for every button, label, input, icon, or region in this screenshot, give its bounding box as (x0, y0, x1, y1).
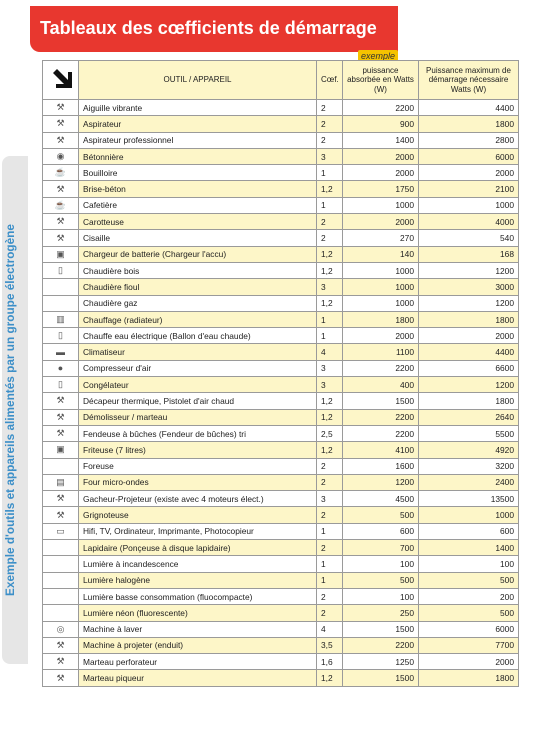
header-max: Puissance maximum de démarrage nécessaire Watts (W) (419, 61, 519, 100)
table-row (43, 132, 519, 148)
row-max: 4400 (419, 100, 519, 116)
table-row (43, 491, 519, 507)
row-absorbed: 100 (343, 556, 419, 572)
air-conditioner-icon: ▬ (43, 344, 79, 360)
row-name: Cafetière (79, 197, 317, 213)
row-max: 168 (419, 246, 519, 262)
row-absorbed: 1800 (343, 311, 419, 327)
radiator-icon: ▥ (43, 311, 79, 327)
icon-cell (43, 540, 79, 556)
row-absorbed: 2200 (343, 409, 419, 425)
row-coef: 2 (317, 605, 343, 621)
table-row (43, 100, 519, 116)
row-max: 4920 (419, 442, 519, 458)
table-row (43, 605, 519, 621)
table-row (43, 246, 519, 262)
row-name: Lumière halogène (79, 572, 317, 588)
icon-cell (43, 458, 79, 474)
row-coef: 1,2 (317, 409, 343, 425)
coefficient-table (42, 60, 519, 687)
row-coef: 1,6 (317, 654, 343, 670)
side-label: Exemple d'outils et appareils alimentés par un groupe électrogène (3, 224, 17, 596)
row-name: Marteau perforateur (79, 654, 317, 670)
spray-machine-icon: ⚒ (43, 637, 79, 653)
row-max: 2400 (419, 474, 519, 490)
breaker-icon: ⚒ (43, 181, 79, 197)
row-max: 1800 (419, 670, 519, 686)
row-coef: 1,2 (317, 262, 343, 278)
row-max: 13500 (419, 491, 519, 507)
table-row (43, 540, 519, 556)
table-row (43, 116, 519, 132)
nibbler-icon: ⚒ (43, 507, 79, 523)
row-coef: 1,2 (317, 246, 343, 262)
row-max: 2640 (419, 409, 519, 425)
row-absorbed: 2000 (343, 148, 419, 164)
row-coef: 1 (317, 556, 343, 572)
row-absorbed: 2000 (343, 328, 419, 344)
row-max: 100 (419, 556, 519, 572)
row-name: Lumière néon (fluorescente) (79, 605, 317, 621)
coffee-maker-icon: ☕ (43, 197, 79, 213)
tv-icon: ▭ (43, 523, 79, 539)
rotary-hammer-icon: ⚒ (43, 654, 79, 670)
row-absorbed: 140 (343, 246, 419, 262)
table-row (43, 262, 519, 278)
table-row (43, 393, 519, 409)
table-row (43, 670, 519, 686)
water-heater-icon: ▯ (43, 328, 79, 344)
plaster-sprayer-icon: ⚒ (43, 491, 79, 507)
row-coef: 3 (317, 491, 343, 507)
row-absorbed: 4100 (343, 442, 419, 458)
row-coef: 3,5 (317, 637, 343, 653)
row-absorbed: 400 (343, 377, 419, 393)
row-coef: 2 (317, 132, 343, 148)
table-row (43, 654, 519, 670)
demolition-hammer-icon: ⚒ (43, 409, 79, 425)
row-absorbed: 1400 (343, 132, 419, 148)
row-absorbed: 700 (343, 540, 419, 556)
row-absorbed: 1200 (343, 474, 419, 490)
row-coef: 2 (317, 116, 343, 132)
title-banner (30, 6, 398, 52)
row-name: Chargeur de batterie (Chargeur l'accu) (79, 246, 317, 262)
row-coef: 2 (317, 474, 343, 490)
vacuum-icon: ⚒ (43, 116, 79, 132)
row-coef: 1 (317, 197, 343, 213)
row-name: Aiguille vibrante (79, 100, 317, 116)
table-row (43, 621, 519, 637)
icon-cell (43, 279, 79, 295)
arrow-down-right-icon (51, 67, 73, 89)
row-max: 1200 (419, 377, 519, 393)
row-max: 600 (419, 523, 519, 539)
row-name: Lumière à incandescence (79, 556, 317, 572)
pro-vacuum-icon: ⚒ (43, 132, 79, 148)
table-row (43, 507, 519, 523)
row-absorbed: 1500 (343, 670, 419, 686)
row-name: Chaudière gaz (79, 295, 317, 311)
row-coef: 1 (317, 523, 343, 539)
table-row (43, 311, 519, 327)
row-name: Cisaille (79, 230, 317, 246)
row-coef: 1,2 (317, 295, 343, 311)
row-coef: 2 (317, 507, 343, 523)
row-name: Hifi, TV, Ordinateur, Imprimante, Photocopieur (79, 523, 317, 539)
jackhammer-icon: ⚒ (43, 670, 79, 686)
table-row (43, 214, 519, 230)
row-name: Bouilloire (79, 165, 317, 181)
row-absorbed: 500 (343, 507, 419, 523)
row-max: 1200 (419, 262, 519, 278)
row-coef: 1,2 (317, 670, 343, 686)
table-row (43, 328, 519, 344)
table-row (43, 409, 519, 425)
log-splitter-icon: ⚒ (43, 425, 79, 441)
icon-cell (43, 588, 79, 604)
row-max: 4400 (419, 344, 519, 360)
row-absorbed: 1000 (343, 279, 419, 295)
row-absorbed: 2000 (343, 214, 419, 230)
row-max: 1800 (419, 311, 519, 327)
table-header-row (43, 61, 519, 100)
table-row (43, 588, 519, 604)
row-coef: 1,2 (317, 393, 343, 409)
row-max: 3200 (419, 458, 519, 474)
table-row (43, 197, 519, 213)
row-coef: 4 (317, 621, 343, 637)
heat-gun-icon: ⚒ (43, 393, 79, 409)
header-coef: Cœf. (317, 61, 343, 100)
row-name: Chauffe eau électrique (Ballon d'eau chaude) (79, 328, 317, 344)
row-max: 2000 (419, 165, 519, 181)
row-name: Chauffage (radiateur) (79, 311, 317, 327)
table-row (43, 344, 519, 360)
header-tool: OUTIL / APPAREIL (79, 61, 317, 100)
icon-cell (43, 556, 79, 572)
row-name: Brise-béton (79, 181, 317, 197)
table-row (43, 181, 519, 197)
row-name: Chaudière fioul (79, 279, 317, 295)
washing-machine-icon: ◎ (43, 621, 79, 637)
row-max: 2800 (419, 132, 519, 148)
row-absorbed: 1250 (343, 654, 419, 670)
row-absorbed: 2200 (343, 425, 419, 441)
page-title: Tableaux des cœfficients de démarrage (40, 18, 377, 38)
icon-cell (43, 605, 79, 621)
row-coef: 4 (317, 344, 343, 360)
row-name: Machine à laver (79, 621, 317, 637)
table-row (43, 230, 519, 246)
row-coef: 3 (317, 148, 343, 164)
row-coef: 1,2 (317, 442, 343, 458)
table-row (43, 377, 519, 393)
row-max: 1800 (419, 393, 519, 409)
core-drill-icon: ⚒ (43, 214, 79, 230)
table-row (43, 165, 519, 181)
row-name: Climatiseur (79, 344, 317, 360)
row-absorbed: 1000 (343, 197, 419, 213)
corner-cell (43, 61, 79, 100)
row-max: 1200 (419, 295, 519, 311)
row-absorbed: 1750 (343, 181, 419, 197)
row-name: Bétonnière (79, 148, 317, 164)
table-row (43, 279, 519, 295)
row-absorbed: 500 (343, 572, 419, 588)
table-row (43, 148, 519, 164)
row-max: 5500 (419, 425, 519, 441)
table-row (43, 295, 519, 311)
row-name: Démolisseur / marteau (79, 409, 317, 425)
row-coef: 2 (317, 230, 343, 246)
row-absorbed: 600 (343, 523, 419, 539)
row-name: Carotteuse (79, 214, 317, 230)
row-name: Lumière basse consommation (fluocompacte) (79, 588, 317, 604)
row-max: 2000 (419, 654, 519, 670)
charger-icon: ▣ (43, 246, 79, 262)
row-max: 6000 (419, 621, 519, 637)
row-name: Machine à projeter (enduit) (79, 637, 317, 653)
row-name: Foreuse (79, 458, 317, 474)
row-name: Marteau piqueur (79, 670, 317, 686)
row-max: 4000 (419, 214, 519, 230)
table-row (43, 572, 519, 588)
row-max: 500 (419, 572, 519, 588)
row-coef: 3 (317, 360, 343, 376)
row-absorbed: 4500 (343, 491, 419, 507)
boiler-icon: ▯ (43, 262, 79, 278)
row-name: Friteuse (7 litres) (79, 442, 317, 458)
row-absorbed: 1000 (343, 295, 419, 311)
row-max: 6600 (419, 360, 519, 376)
table-row (43, 458, 519, 474)
row-absorbed: 1500 (343, 393, 419, 409)
row-absorbed: 2200 (343, 360, 419, 376)
table-row (43, 523, 519, 539)
row-coef: 2 (317, 588, 343, 604)
row-coef: 2,5 (317, 425, 343, 441)
row-name: Four micro-ondes (79, 474, 317, 490)
row-absorbed: 1500 (343, 621, 419, 637)
row-name: Lapidaire (Ponçeuse à disque lapidaire) (79, 540, 317, 556)
row-max: 540 (419, 230, 519, 246)
row-max: 500 (419, 605, 519, 621)
row-max: 1000 (419, 507, 519, 523)
row-absorbed: 2200 (343, 637, 419, 653)
row-absorbed: 270 (343, 230, 419, 246)
row-name: Aspirateur (79, 116, 317, 132)
row-name: Congélateur (79, 377, 317, 393)
row-name: Compresseur d'air (79, 360, 317, 376)
row-coef: 2 (317, 214, 343, 230)
row-max: 7700 (419, 637, 519, 653)
row-max: 1000 (419, 197, 519, 213)
row-coef: 1 (317, 165, 343, 181)
row-absorbed: 1100 (343, 344, 419, 360)
row-name: Grignoteuse (79, 507, 317, 523)
row-coef: 2 (317, 100, 343, 116)
row-coef: 1 (317, 572, 343, 588)
table-row (43, 360, 519, 376)
shears-icon: ⚒ (43, 230, 79, 246)
row-coef: 1 (317, 311, 343, 327)
row-coef: 2 (317, 540, 343, 556)
row-max: 3000 (419, 279, 519, 295)
row-absorbed: 100 (343, 588, 419, 604)
row-absorbed: 2000 (343, 165, 419, 181)
row-max: 2100 (419, 181, 519, 197)
table-row (43, 556, 519, 572)
row-max: 1800 (419, 116, 519, 132)
table-row (43, 637, 519, 653)
row-max: 1400 (419, 540, 519, 556)
row-max: 2000 (419, 328, 519, 344)
icon-cell (43, 295, 79, 311)
concrete-mixer-icon: ◉ (43, 148, 79, 164)
header-absorbed: puissance absorbée en Watts (W) (343, 61, 419, 100)
microwave-icon: ▤ (43, 474, 79, 490)
row-max: 6000 (419, 148, 519, 164)
table-row (43, 442, 519, 458)
freezer-icon: ▯ (43, 377, 79, 393)
row-coef: 1,2 (317, 181, 343, 197)
fryer-icon: ▣ (43, 442, 79, 458)
table-row (43, 425, 519, 441)
row-absorbed: 2200 (343, 100, 419, 116)
row-absorbed: 900 (343, 116, 419, 132)
row-name: Gacheur-Projeteur (existe avec 4 moteurs élect.) (79, 491, 317, 507)
kettle-icon: ☕ (43, 165, 79, 181)
row-name: Décapeur thermique, Pistolet d'air chaud (79, 393, 317, 409)
row-coef: 2 (317, 458, 343, 474)
vibrating-needle-icon: ⚒ (43, 100, 79, 116)
row-name: Fendeuse à bûches (Fendeur de bûches) tri (79, 425, 317, 441)
row-coef: 3 (317, 279, 343, 295)
example-badge: exemple (358, 50, 398, 62)
row-coef: 3 (317, 377, 343, 393)
table-row (43, 474, 519, 490)
row-name: Aspirateur professionnel (79, 132, 317, 148)
row-coef: 1 (317, 328, 343, 344)
row-max: 200 (419, 588, 519, 604)
compressor-icon: ● (43, 360, 79, 376)
row-absorbed: 1000 (343, 262, 419, 278)
row-name: Chaudière bois (79, 262, 317, 278)
icon-cell (43, 572, 79, 588)
row-absorbed: 1600 (343, 458, 419, 474)
row-absorbed: 250 (343, 605, 419, 621)
